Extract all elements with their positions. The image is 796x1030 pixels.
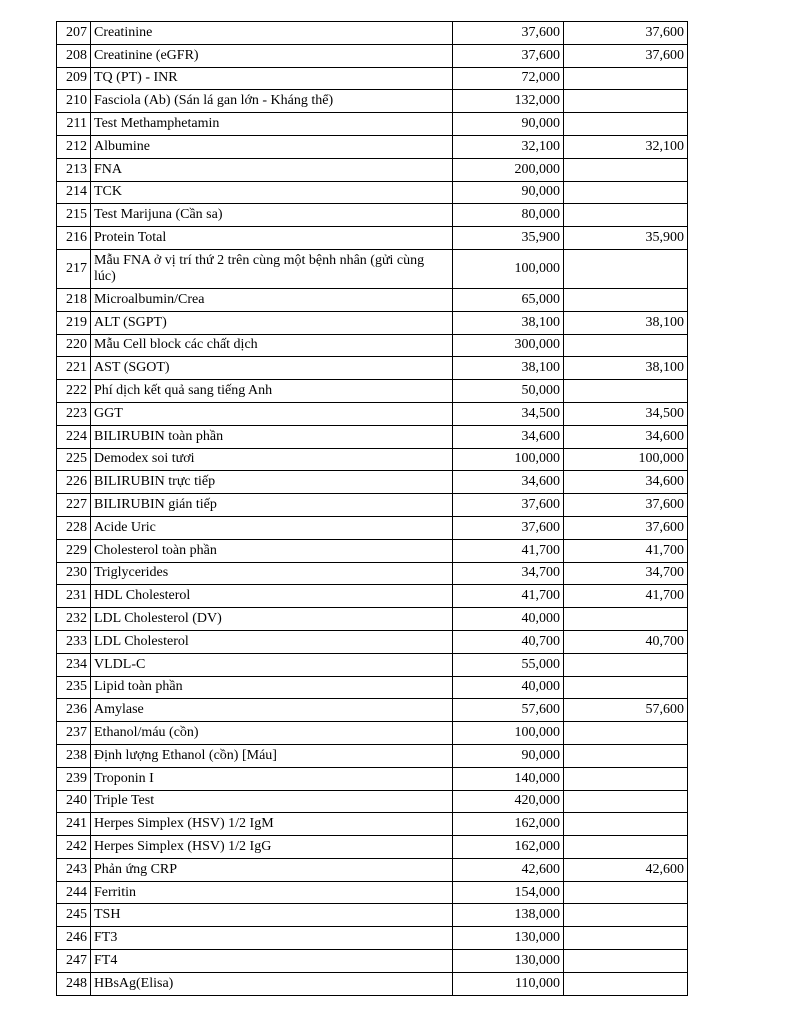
- table-row: [57, 181, 688, 204]
- price-value: 140,000: [453, 767, 564, 790]
- row-number: 236: [57, 699, 91, 722]
- service-name: Ethanol/máu (cồn): [91, 722, 453, 745]
- table-row: [57, 767, 688, 790]
- service-name: Herpes Simplex (HSV) 1/2 IgG: [91, 836, 453, 859]
- price-value: 420,000: [453, 790, 564, 813]
- insurance-price-value: [564, 67, 688, 90]
- service-name: Cholesterol toàn phần: [91, 539, 453, 562]
- insurance-price-value: [564, 113, 688, 136]
- insurance-price-value: 37,600: [564, 516, 688, 539]
- price-value: 38,100: [453, 357, 564, 380]
- service-name: Albumine: [91, 135, 453, 158]
- insurance-price-value: [564, 744, 688, 767]
- insurance-price-value: 32,100: [564, 135, 688, 158]
- price-value: 130,000: [453, 927, 564, 950]
- table-row: [57, 630, 688, 653]
- price-value: 162,000: [453, 836, 564, 859]
- price-value: 41,700: [453, 585, 564, 608]
- price-value: 55,000: [453, 653, 564, 676]
- service-name: Phản ứng CRP: [91, 858, 453, 881]
- table-row: [57, 972, 688, 995]
- insurance-price-value: [564, 204, 688, 227]
- row-number: 211: [57, 113, 91, 136]
- service-name: BILIRUBIN gián tiếp: [91, 494, 453, 517]
- table-row: [57, 67, 688, 90]
- row-number: 223: [57, 402, 91, 425]
- insurance-price-value: [564, 608, 688, 631]
- row-number: 210: [57, 90, 91, 113]
- table-row: [57, 608, 688, 631]
- price-value: 41,700: [453, 539, 564, 562]
- service-name: Creatinine (eGFR): [91, 44, 453, 67]
- service-name: Lipid toàn phần: [91, 676, 453, 699]
- service-name: HDL Cholesterol: [91, 585, 453, 608]
- service-name: Test Marijuna (Cần sa): [91, 204, 453, 227]
- insurance-price-value: 38,100: [564, 357, 688, 380]
- price-value: 50,000: [453, 380, 564, 403]
- row-number: 233: [57, 630, 91, 653]
- price-value: 37,600: [453, 494, 564, 517]
- row-number: 219: [57, 311, 91, 334]
- price-value: 132,000: [453, 90, 564, 113]
- row-number: 248: [57, 972, 91, 995]
- insurance-price-value: [564, 653, 688, 676]
- price-table-page: [56, 21, 688, 996]
- price-value: 40,700: [453, 630, 564, 653]
- insurance-price-value: 34,700: [564, 562, 688, 585]
- price-value: 65,000: [453, 288, 564, 311]
- price-value: 40,000: [453, 608, 564, 631]
- price-value: 38,100: [453, 311, 564, 334]
- insurance-price-value: 41,700: [564, 539, 688, 562]
- insurance-price-value: 57,600: [564, 699, 688, 722]
- row-number: 247: [57, 950, 91, 973]
- service-name: Troponin I: [91, 767, 453, 790]
- insurance-price-value: [564, 288, 688, 311]
- service-name: LDL Cholesterol: [91, 630, 453, 653]
- row-number: 229: [57, 539, 91, 562]
- table-row: [57, 357, 688, 380]
- row-number: 222: [57, 380, 91, 403]
- insurance-price-value: [564, 881, 688, 904]
- price-value: 130,000: [453, 950, 564, 973]
- row-number: 246: [57, 927, 91, 950]
- service-name: Phí dịch kết quả sang tiếng Anh: [91, 380, 453, 403]
- price-table: [56, 21, 688, 996]
- service-name: Demodex soi tươi: [91, 448, 453, 471]
- row-number: 241: [57, 813, 91, 836]
- price-value: 34,600: [453, 471, 564, 494]
- service-name: Định lượng Ethanol (cồn) [Máu]: [91, 744, 453, 767]
- price-table-body: [57, 22, 688, 996]
- service-name: FT4: [91, 950, 453, 973]
- insurance-price-value: 37,600: [564, 494, 688, 517]
- table-row: [57, 516, 688, 539]
- row-number: 235: [57, 676, 91, 699]
- insurance-price-value: [564, 676, 688, 699]
- table-row: [57, 904, 688, 927]
- row-number: 238: [57, 744, 91, 767]
- table-row: [57, 90, 688, 113]
- table-row: [57, 448, 688, 471]
- service-name: Mẫu FNA ở vị trí thứ 2 trên cùng một bệnh nhân (gửi cùng lúc): [91, 249, 453, 288]
- table-row: [57, 204, 688, 227]
- service-name: TQ (PT) - INR: [91, 67, 453, 90]
- row-number: 231: [57, 585, 91, 608]
- service-name: FNA: [91, 158, 453, 181]
- row-number: 228: [57, 516, 91, 539]
- service-name: TCK: [91, 181, 453, 204]
- price-value: 90,000: [453, 744, 564, 767]
- insurance-price-value: [564, 334, 688, 357]
- service-name: Triglycerides: [91, 562, 453, 585]
- row-number: 244: [57, 881, 91, 904]
- table-row: [57, 585, 688, 608]
- service-name: Fasciola (Ab) (Sán lá gan lớn - Kháng thể): [91, 90, 453, 113]
- price-value: 80,000: [453, 204, 564, 227]
- price-value: 90,000: [453, 181, 564, 204]
- row-number: 230: [57, 562, 91, 585]
- table-row: [57, 311, 688, 334]
- price-value: 34,700: [453, 562, 564, 585]
- insurance-price-value: 38,100: [564, 311, 688, 334]
- price-value: 35,900: [453, 227, 564, 250]
- price-value: 72,000: [453, 67, 564, 90]
- table-row: [57, 539, 688, 562]
- price-value: 37,600: [453, 22, 564, 45]
- insurance-price-value: 37,600: [564, 22, 688, 45]
- price-value: 40,000: [453, 676, 564, 699]
- insurance-price-value: [564, 249, 688, 288]
- insurance-price-value: 34,600: [564, 471, 688, 494]
- row-number: 237: [57, 722, 91, 745]
- table-row: [57, 950, 688, 973]
- table-row: [57, 562, 688, 585]
- insurance-price-value: [564, 836, 688, 859]
- service-name: Herpes Simplex (HSV) 1/2 IgM: [91, 813, 453, 836]
- row-number: 220: [57, 334, 91, 357]
- service-name: VLDL-C: [91, 653, 453, 676]
- row-number: 227: [57, 494, 91, 517]
- price-value: 34,500: [453, 402, 564, 425]
- table-row: [57, 471, 688, 494]
- row-number: 218: [57, 288, 91, 311]
- table-row: [57, 813, 688, 836]
- table-row: [57, 927, 688, 950]
- table-row: [57, 249, 688, 288]
- row-number: 225: [57, 448, 91, 471]
- table-row: [57, 158, 688, 181]
- table-row: [57, 22, 688, 45]
- row-number: 240: [57, 790, 91, 813]
- row-number: 243: [57, 858, 91, 881]
- price-value: 90,000: [453, 113, 564, 136]
- insurance-price-value: [564, 90, 688, 113]
- service-name: Mẫu Cell block các chất dịch: [91, 334, 453, 357]
- row-number: 226: [57, 471, 91, 494]
- service-name: AST (SGOT): [91, 357, 453, 380]
- price-value: 100,000: [453, 448, 564, 471]
- table-row: [57, 402, 688, 425]
- price-value: 34,600: [453, 425, 564, 448]
- insurance-price-value: [564, 927, 688, 950]
- price-value: 162,000: [453, 813, 564, 836]
- price-value: 154,000: [453, 881, 564, 904]
- row-number: 216: [57, 227, 91, 250]
- row-number: 207: [57, 22, 91, 45]
- insurance-price-value: [564, 181, 688, 204]
- row-number: 208: [57, 44, 91, 67]
- insurance-price-value: [564, 722, 688, 745]
- price-value: 138,000: [453, 904, 564, 927]
- table-row: [57, 790, 688, 813]
- table-row: [57, 699, 688, 722]
- table-row: [57, 676, 688, 699]
- service-name: Creatinine: [91, 22, 453, 45]
- insurance-price-value: 42,600: [564, 858, 688, 881]
- price-value: 100,000: [453, 722, 564, 745]
- price-value: 100,000: [453, 249, 564, 288]
- table-row: [57, 836, 688, 859]
- price-value: 42,600: [453, 858, 564, 881]
- row-number: 224: [57, 425, 91, 448]
- insurance-price-value: 34,500: [564, 402, 688, 425]
- table-row: [57, 494, 688, 517]
- table-row: [57, 881, 688, 904]
- table-row: [57, 288, 688, 311]
- service-name: GGT: [91, 402, 453, 425]
- service-name: FT3: [91, 927, 453, 950]
- row-number: 221: [57, 357, 91, 380]
- row-number: 217: [57, 249, 91, 288]
- service-name: HBsAg(Elisa): [91, 972, 453, 995]
- insurance-price-value: [564, 158, 688, 181]
- table-row: [57, 44, 688, 67]
- row-number: 234: [57, 653, 91, 676]
- row-number: 245: [57, 904, 91, 927]
- price-value: 32,100: [453, 135, 564, 158]
- price-value: 37,600: [453, 516, 564, 539]
- price-value: 300,000: [453, 334, 564, 357]
- service-name: Ferritin: [91, 881, 453, 904]
- row-number: 215: [57, 204, 91, 227]
- service-name: LDL Cholesterol (DV): [91, 608, 453, 631]
- row-number: 212: [57, 135, 91, 158]
- table-row: [57, 113, 688, 136]
- service-name: Microalbumin/Crea: [91, 288, 453, 311]
- insurance-price-value: [564, 950, 688, 973]
- insurance-price-value: 35,900: [564, 227, 688, 250]
- row-number: 232: [57, 608, 91, 631]
- service-name: TSH: [91, 904, 453, 927]
- insurance-price-value: 37,600: [564, 44, 688, 67]
- table-row: [57, 135, 688, 158]
- table-row: [57, 858, 688, 881]
- insurance-price-value: 100,000: [564, 448, 688, 471]
- service-name: Protein Total: [91, 227, 453, 250]
- price-value: 200,000: [453, 158, 564, 181]
- insurance-price-value: 34,600: [564, 425, 688, 448]
- insurance-price-value: [564, 813, 688, 836]
- service-name: Triple Test: [91, 790, 453, 813]
- row-number: 239: [57, 767, 91, 790]
- service-name: BILIRUBIN trực tiếp: [91, 471, 453, 494]
- insurance-price-value: 40,700: [564, 630, 688, 653]
- insurance-price-value: [564, 767, 688, 790]
- table-row: [57, 227, 688, 250]
- table-row: [57, 653, 688, 676]
- insurance-price-value: [564, 972, 688, 995]
- table-row: [57, 722, 688, 745]
- insurance-price-value: [564, 380, 688, 403]
- insurance-price-value: [564, 790, 688, 813]
- table-row: [57, 380, 688, 403]
- table-row: [57, 744, 688, 767]
- service-name: Amylase: [91, 699, 453, 722]
- table-row: [57, 425, 688, 448]
- price-value: 37,600: [453, 44, 564, 67]
- row-number: 214: [57, 181, 91, 204]
- insurance-price-value: [564, 904, 688, 927]
- table-row: [57, 334, 688, 357]
- service-name: Acide Uric: [91, 516, 453, 539]
- price-value: 57,600: [453, 699, 564, 722]
- service-name: ALT (SGPT): [91, 311, 453, 334]
- service-name: BILIRUBIN toàn phần: [91, 425, 453, 448]
- row-number: 242: [57, 836, 91, 859]
- service-name: Test Methamphetamin: [91, 113, 453, 136]
- row-number: 209: [57, 67, 91, 90]
- price-value: 110,000: [453, 972, 564, 995]
- row-number: 213: [57, 158, 91, 181]
- insurance-price-value: 41,700: [564, 585, 688, 608]
